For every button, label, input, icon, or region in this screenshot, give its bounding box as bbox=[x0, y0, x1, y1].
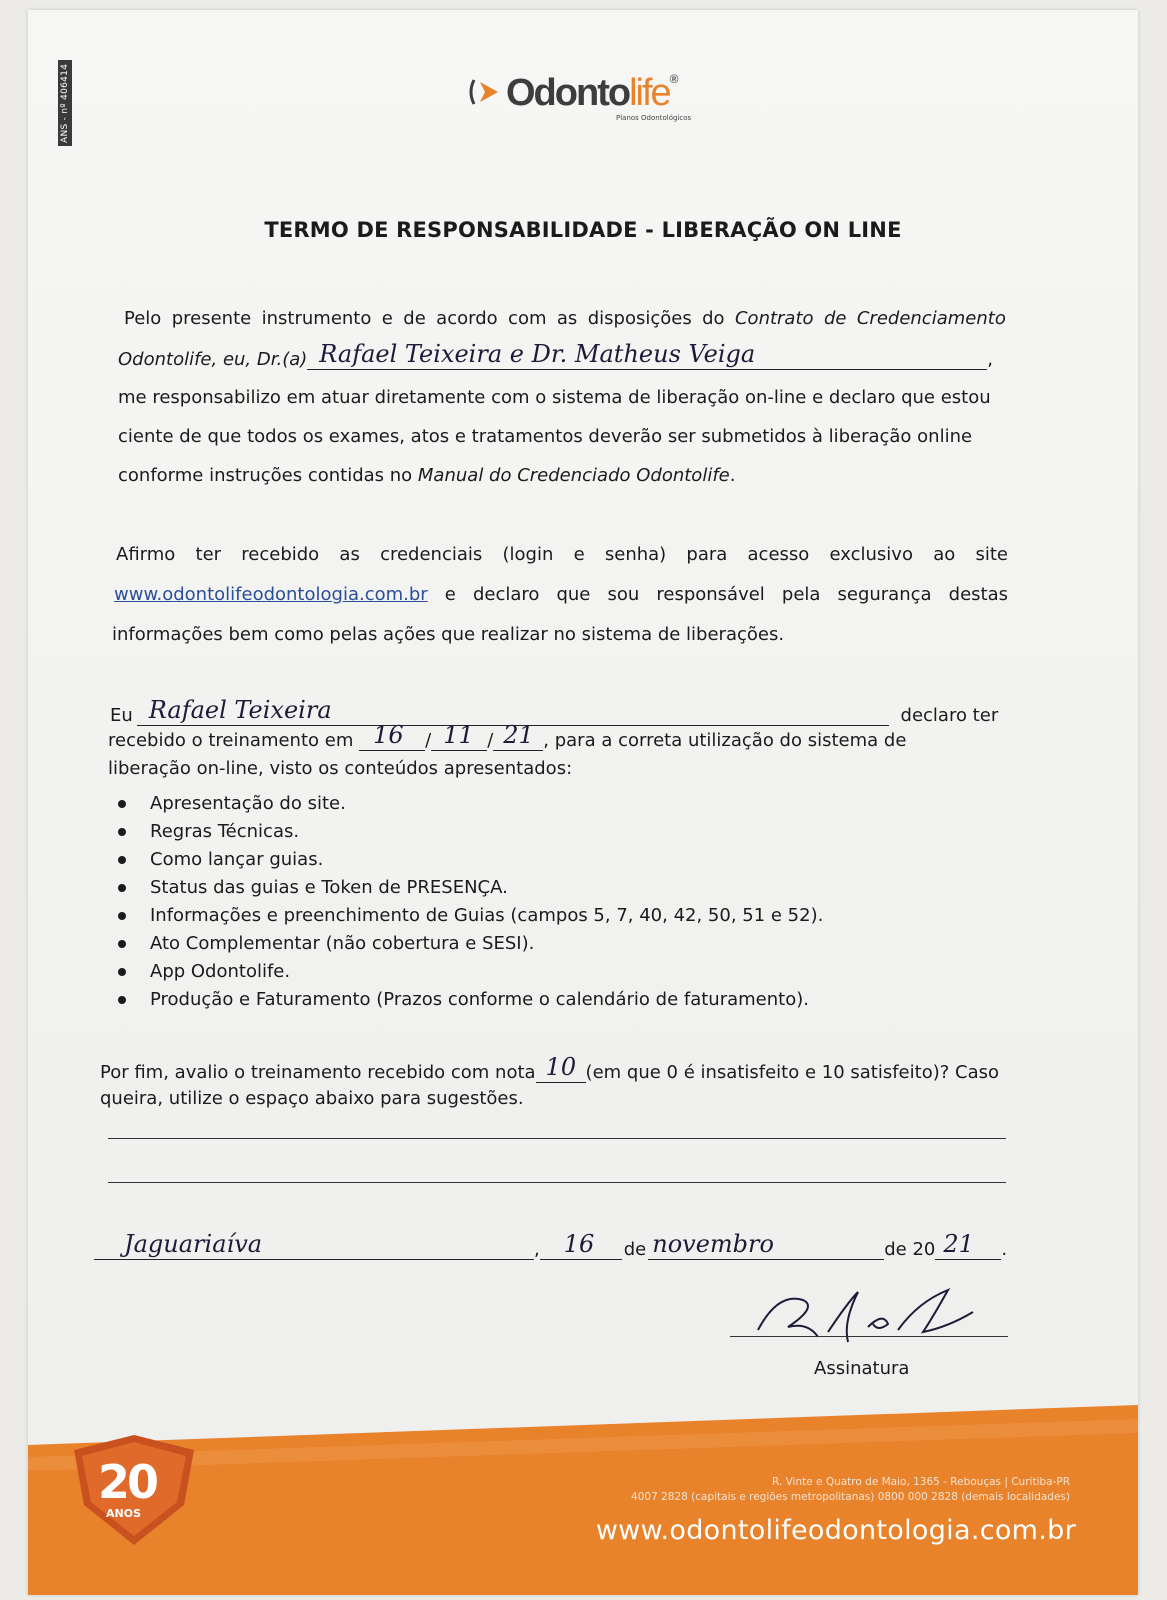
bullet-icon bbox=[118, 912, 126, 920]
website-link[interactable]: www.odontolifeodontologia.com.br bbox=[114, 584, 428, 605]
p2-line2: www.odontolifeodontologia.com.br e declaro que sou responsável pela segurança destas bbox=[114, 584, 1008, 605]
training-month-field: 11 bbox=[431, 730, 487, 751]
odontolife-logo bbox=[468, 70, 728, 130]
eval-line2: queira, utilize o espaço abaixo para sugestões. bbox=[100, 1088, 524, 1109]
month-field: novembro bbox=[648, 1237, 884, 1260]
declarant-name-handwriting: Rafael Teixeira bbox=[148, 696, 332, 724]
logo-word-accent: life bbox=[629, 72, 670, 114]
list-item: Informações e preenchimento de Guias (campos 5, 7, 40, 42, 50, 51 e 52). bbox=[118, 902, 823, 930]
bullet-icon bbox=[118, 940, 126, 948]
day-field: 16 bbox=[540, 1237, 622, 1260]
p2-line1: Afirmo ter recebido as credenciais (login e senha) para acesso exclusivo ao site bbox=[116, 544, 1008, 565]
training-year-field: 21 bbox=[493, 730, 543, 751]
bullet-icon bbox=[118, 828, 126, 836]
list-item: Produção e Faturamento (Prazos conforme o calendário de faturamento). bbox=[118, 986, 823, 1014]
ans-registration-tag: ANS - nº 406414 bbox=[58, 60, 72, 146]
p2-line3: informações bem como pelas ações que realizar no sistema de liberações. bbox=[112, 624, 785, 645]
bullet-icon bbox=[118, 884, 126, 892]
decl-line1: Eu Rafael Teixeira declaro ter bbox=[110, 696, 999, 726]
year-field: 21 bbox=[935, 1237, 1001, 1260]
city-field bbox=[94, 1230, 534, 1260]
topics-list bbox=[118, 790, 823, 1014]
p1-line2: Odontolife, eu, Dr.(a) Rafael Teixeira e Dr. Matheus Veiga , bbox=[118, 340, 994, 370]
p1-line1: Pelo presente instrumento e de acordo com as disposições do Contrato de Credenciamento bbox=[124, 308, 1006, 329]
page-title: TERMO DE RESPONSABILIDADE - LIBERAÇÃO ON LINE bbox=[264, 218, 902, 242]
p1-line3: me responsabilizo em atuar diretamente com o sistema de liberação on-line e declaro que estou bbox=[118, 387, 991, 408]
signature-line[interactable] bbox=[730, 1336, 1008, 1337]
list-item: Status das guias e Token de PRESENÇA. bbox=[118, 874, 823, 902]
suggestion-line[interactable] bbox=[108, 1138, 1006, 1139]
document-page bbox=[28, 10, 1138, 1595]
decl-line3: liberação on-line, visto os conteúdos apresentados: bbox=[108, 758, 573, 779]
anniversary-word: ANOS bbox=[106, 1507, 141, 1520]
list-item: Apresentação do site. bbox=[118, 790, 823, 818]
city-handwriting: Jaguariaíva bbox=[124, 1230, 263, 1258]
signature-label: Assinatura bbox=[814, 1358, 910, 1379]
p1-line5: conforme instruções contidas no Manual do Credenciado Odontolife. bbox=[118, 465, 736, 486]
doctor-name-field bbox=[307, 340, 987, 370]
bullet-icon bbox=[118, 968, 126, 976]
bullet-icon bbox=[118, 996, 126, 1004]
training-day-field: 16 bbox=[359, 730, 425, 751]
footer-address: R. Vinte e Quatro de Maio, 1365 - Rebouças | Curitiba-PR 4007 2828 (capitais e regiões metropolitanas) 0800 000 2828 (demais localidades) bbox=[631, 1476, 1070, 1503]
bullet-icon bbox=[118, 856, 126, 864]
eval-line1: Por fim, avalio o treinamento recebido com nota 10 (em que 0 é insatisfeito e 10 satisfeito)? Caso bbox=[100, 1053, 999, 1083]
score-field bbox=[536, 1053, 586, 1083]
list-item: Regras Técnicas. bbox=[118, 818, 823, 846]
list-item: App Odontolife. bbox=[118, 958, 823, 986]
suggestion-line[interactable] bbox=[108, 1182, 1006, 1183]
doctor-name-handwriting: Rafael Teixeira e Dr. Matheus Veiga bbox=[319, 340, 756, 368]
logo-subtitle: Planos Odontológicos bbox=[616, 114, 692, 122]
bullet-icon bbox=[118, 800, 126, 808]
decl-line2: recebido o treinamento em 16 / 11 / 21 , para a correta utilização do sistema de bbox=[108, 721, 907, 751]
signature-scribble bbox=[748, 1282, 978, 1352]
list-item: Ato Complementar (não cobertura e SESI). bbox=[118, 930, 823, 958]
doctor-label: Odontolife, eu, Dr.(a) bbox=[118, 349, 308, 370]
footer-website[interactable]: www.odontolifeodontologia.com.br bbox=[595, 1515, 1076, 1546]
place-date-line: Jaguariaíva , 16 de novembro de 20 21 . bbox=[94, 1237, 1007, 1260]
p1-line4: ciente de que todos os exames, atos e tratamentos deverão ser submetidos à liberação online bbox=[118, 426, 973, 447]
score-handwriting: 10 bbox=[545, 1053, 577, 1081]
anniversary-number: 20 bbox=[98, 1455, 157, 1509]
logo-registered: ® bbox=[669, 72, 677, 86]
logo-word-main: Odonto bbox=[506, 72, 630, 114]
logo-mark-icon bbox=[468, 76, 502, 108]
list-item: Como lançar guias. bbox=[118, 846, 823, 874]
